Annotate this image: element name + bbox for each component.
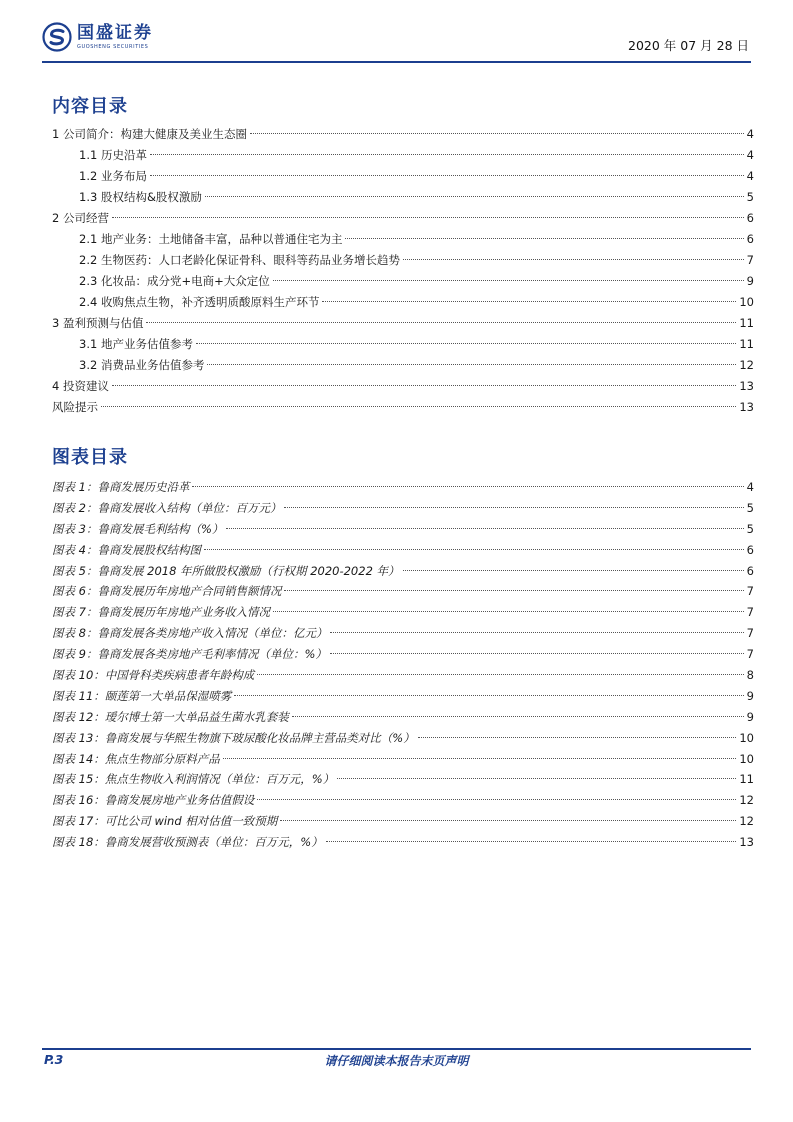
toc-entry[interactable]	[52, 334, 754, 355]
figure-entry-title: 图表 1：鲁商发展历史沿革	[52, 480, 190, 494]
dot-leader	[337, 778, 736, 779]
page-header	[42, 20, 751, 64]
figure-entry-page: 10	[739, 730, 754, 745]
toc-entry-title: 1.2 业务布局	[79, 169, 147, 183]
figure-entry-title: 图表 8：鲁商发展各类房地产收入情况（单位：亿元）	[52, 626, 328, 641]
dot-leader	[207, 364, 736, 365]
figure-entry-page: 8	[746, 668, 754, 683]
figure-entry-page: 4	[746, 480, 754, 494]
dot-leader	[280, 820, 736, 821]
dot-leader	[112, 217, 744, 218]
figure-entry-page: 10	[739, 751, 754, 766]
toc-entry-page: 11	[739, 337, 754, 351]
figure-entry[interactable]	[52, 498, 754, 519]
dot-leader	[273, 611, 744, 612]
toc-entry-page: 4	[746, 127, 754, 141]
figure-entry-title: 图表 18：鲁商发展营收预测表（单位：百万元，%）	[52, 835, 323, 850]
dot-leader	[284, 507, 743, 508]
toc-entry-page: 6	[746, 211, 754, 225]
toc-entry-page: 9	[746, 274, 754, 288]
toc-entry[interactable]	[52, 187, 754, 208]
figure-entry-page: 7	[746, 647, 754, 662]
dot-leader	[273, 280, 744, 281]
dot-leader	[322, 301, 736, 302]
dot-leader	[403, 259, 744, 260]
figure-entry-title: 图表 15：焦点生物收入利润情况（单位：百万元，%）	[52, 772, 335, 787]
toc-entry[interactable]	[52, 124, 754, 145]
brand-name: 国盛证券	[77, 22, 153, 43]
toc-entry-title: 1 公司简介：构建大健康及美业生态圈	[52, 127, 247, 141]
toc-entry-title: 1.1 历史沿革	[79, 148, 147, 162]
toc-entry-title: 2.1 地产业务：土地储备丰富，品种以普通住宅为主	[79, 232, 343, 246]
figure-entry-title: 图表 16：鲁商发展房地产业务估值假设	[52, 793, 255, 808]
dot-leader	[250, 133, 744, 134]
toc-entry[interactable]	[52, 229, 754, 250]
report-date: 2020 年 07 月 28 日	[628, 38, 749, 53]
toc-entry[interactable]	[52, 376, 754, 397]
figure-entry[interactable]	[52, 519, 754, 540]
figure-entry-page: 7	[746, 605, 754, 620]
figure-entry-page: 12	[739, 814, 754, 829]
toc-entry[interactable]	[52, 208, 754, 229]
figure-entry[interactable]	[52, 749, 754, 770]
toc-entry[interactable]	[52, 250, 754, 271]
figure-entry[interactable]	[52, 790, 754, 811]
toc-entry-page: 4	[746, 169, 754, 183]
dot-leader	[330, 653, 744, 654]
header-divider	[42, 61, 751, 63]
toc-entry-page: 13	[739, 379, 754, 393]
dot-leader	[330, 632, 743, 633]
toc-entry[interactable]	[52, 397, 754, 418]
figure-entry-title: 图表 7：鲁商发展历年房地产业务收入情况	[52, 605, 270, 620]
dot-leader	[112, 385, 736, 386]
figure-entry[interactable]	[52, 644, 754, 665]
toc-entry-title: 4 投资建议	[52, 379, 109, 393]
figure-entry[interactable]	[52, 811, 754, 832]
figure-entry[interactable]	[52, 707, 754, 728]
figure-entry-page: 7	[746, 626, 754, 641]
figure-entry[interactable]	[52, 623, 754, 644]
brand-logo	[42, 22, 153, 52]
figure-entry-title: 图表 10：中国骨科类疾病患者年龄构成	[52, 668, 255, 683]
figure-list-heading: 图表目录	[52, 447, 128, 468]
toc-heading: 内容目录	[52, 96, 128, 117]
toc-entry-title: 3.1 地产业务估值参考	[79, 337, 193, 351]
toc-entry-title: 1.3 股权结构&股权激励	[79, 190, 202, 204]
figure-entry-title: 图表 13：鲁商发展与华熙生物旗下玻尿酸化妆品牌主营品类对比（%）	[52, 730, 415, 745]
figure-entry-page: 11	[739, 772, 754, 787]
toc-entry-page: 13	[739, 400, 754, 414]
dot-leader	[150, 175, 744, 176]
toc-entry[interactable]	[52, 271, 754, 292]
figure-entry-page: 7	[746, 584, 754, 599]
toc-entry-title: 3 盈利预测与估值	[52, 316, 144, 330]
toc-entry-page: 4	[746, 148, 754, 162]
toc-entry[interactable]	[52, 166, 754, 187]
toc-entry-page: 7	[746, 253, 754, 267]
dot-leader	[345, 238, 743, 239]
toc-entry-page: 6	[746, 232, 754, 246]
figure-entry-page: 6	[746, 542, 754, 557]
figure-entry-title: 图表 2：鲁商发展收入结构（单位：百万元）	[52, 500, 282, 515]
dot-leader	[192, 486, 743, 487]
dot-leader	[292, 716, 744, 717]
figure-entry[interactable]	[52, 686, 754, 707]
dot-leader	[150, 154, 744, 155]
toc-entry[interactable]	[52, 145, 754, 166]
figure-entry-page: 12	[739, 793, 754, 808]
figure-entry-title: 图表 9：鲁商发展各类房地产毛利率情况（单位：%）	[52, 647, 327, 662]
toc-entry-page: 10	[739, 295, 754, 309]
toc-entry[interactable]	[52, 313, 754, 334]
figure-entry[interactable]	[52, 602, 754, 623]
toc-entry-title: 2 公司经营	[52, 211, 109, 225]
figure-entry-title: 图表 17：可比公司 wind 相对估值一致预期	[52, 814, 278, 829]
toc-list	[52, 124, 754, 418]
footer-disclaimer: 请仔细阅读本报告末页声明	[324, 1054, 469, 1068]
toc-entry-page: 12	[739, 358, 754, 372]
figure-entry-title: 图表 14：焦点生物部分原料产品	[52, 751, 220, 766]
toc-entry-page: 5	[746, 190, 754, 204]
dot-leader	[205, 196, 744, 197]
dot-leader	[418, 737, 737, 738]
brand-name-en: GUOSHENG SECURITIES	[77, 43, 149, 50]
figure-entry-title: 图表 6：鲁商发展历年房地产合同销售额情况	[52, 584, 282, 599]
figure-list	[52, 477, 754, 853]
dot-leader	[403, 570, 744, 571]
figure-entry[interactable]	[52, 665, 754, 686]
toc-entry-title: 风险提示	[52, 400, 98, 414]
figure-entry-title: 图表 4：鲁商发展股权结构图	[52, 542, 201, 557]
toc-entry[interactable]	[52, 355, 754, 376]
figure-entry-page: 9	[746, 709, 754, 724]
toc-entry-title: 2.2 生物医药：人口老龄化保证骨科、眼科等药品业务增长趋势	[79, 253, 400, 267]
dot-leader	[234, 695, 743, 696]
toc-entry-title: 2.3 化妆品：成分党+电商+大众定位	[79, 274, 270, 288]
dot-leader	[101, 406, 736, 407]
figure-entry-title: 图表 5：鲁商发展 2018 年所做股权激励（行权期 2020-2022 年）	[52, 563, 400, 578]
figure-entry-page: 9	[746, 688, 754, 703]
figure-entry[interactable]	[52, 477, 754, 498]
toc-entry-page: 11	[739, 316, 754, 330]
toc-entry-title: 2.4 收购焦点生物，补齐透明质酸原料生产环节	[79, 295, 320, 309]
dot-leader	[257, 799, 736, 800]
dot-leader	[204, 549, 744, 550]
figure-entry[interactable]	[52, 728, 754, 749]
figure-entry-title: 图表 3：鲁商发展毛利结构（%）	[52, 521, 224, 536]
figure-entry[interactable]	[52, 561, 754, 582]
figure-entry-page: 5	[746, 500, 754, 515]
figure-entry[interactable]	[52, 581, 754, 602]
figure-entry-page: 5	[746, 521, 754, 536]
figure-entry-title: 图表 11：颐莲第一大单品保湿喷雾	[52, 688, 232, 703]
dot-leader	[226, 528, 743, 529]
figure-entry[interactable]	[52, 540, 754, 561]
dot-leader	[196, 343, 736, 344]
dot-leader	[146, 322, 736, 323]
figure-entry[interactable]	[52, 769, 754, 790]
dot-leader	[223, 758, 737, 759]
dot-leader	[326, 841, 737, 842]
footer-divider	[42, 1048, 751, 1050]
figure-entry-title: 图表 12：瑷尔博士第一大单品益生菌水乳套装	[52, 709, 289, 724]
figure-entry-page: 13	[739, 835, 754, 850]
dot-leader	[284, 590, 743, 591]
figure-entry-page: 6	[746, 563, 754, 578]
page-number: P.3	[44, 1052, 64, 1067]
toc-entry[interactable]	[52, 292, 754, 313]
toc-entry-title: 3.2 消费品业务估值参考	[79, 358, 205, 372]
figure-entry[interactable]	[52, 832, 754, 853]
dot-leader	[257, 674, 743, 675]
guosheng-logo-icon	[42, 22, 72, 52]
